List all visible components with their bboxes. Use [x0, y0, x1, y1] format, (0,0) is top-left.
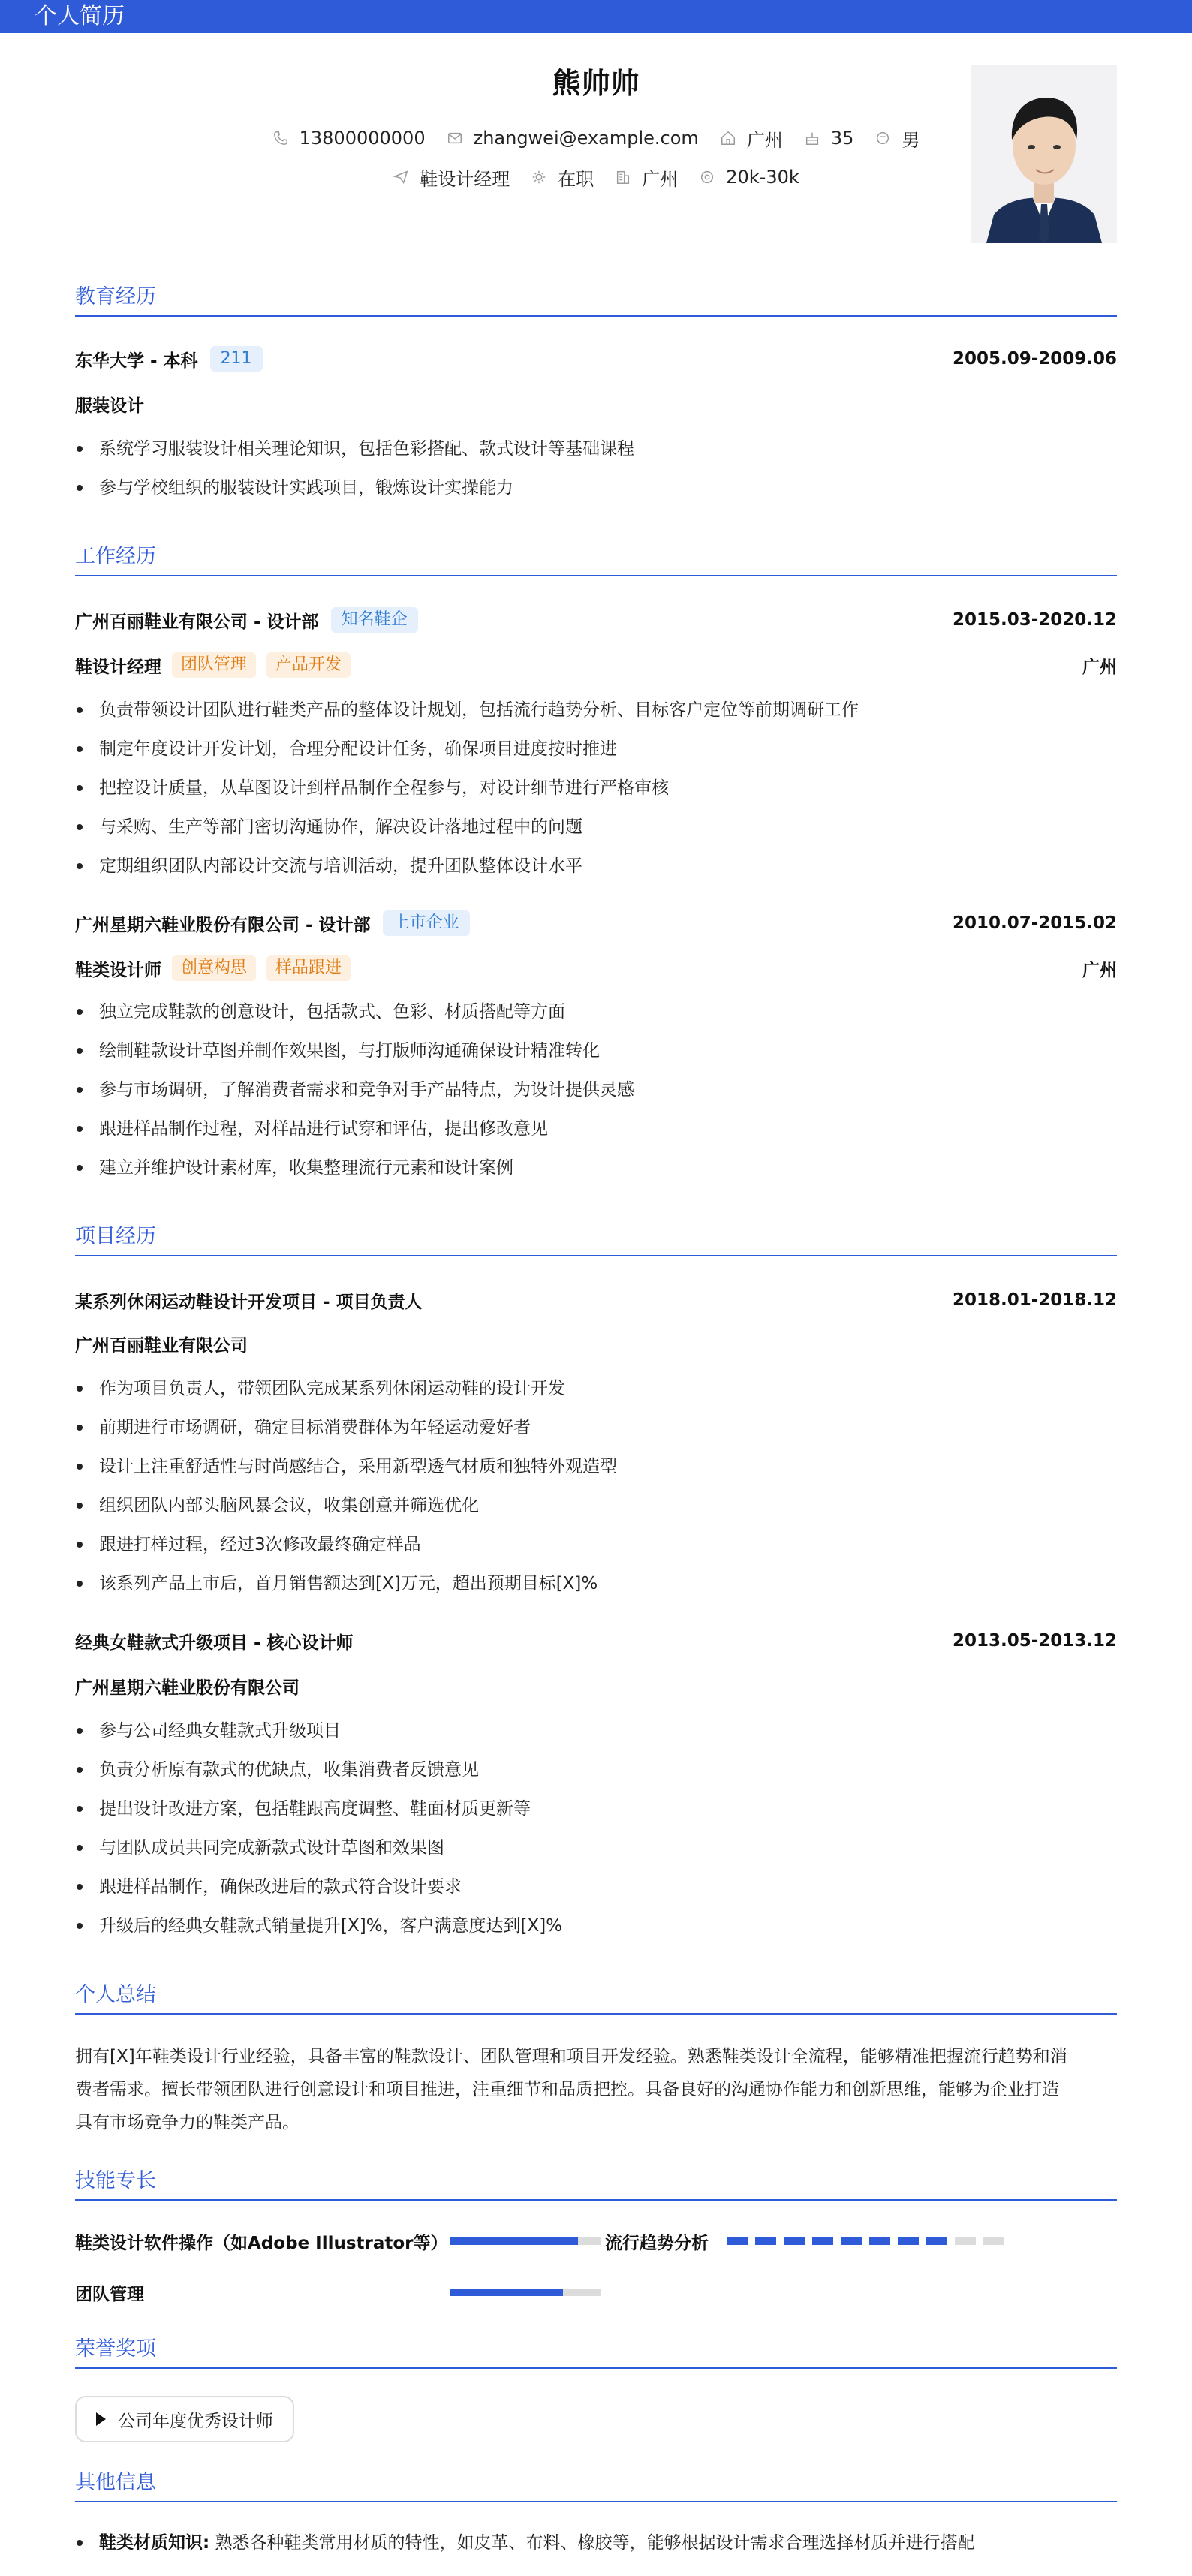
list-item: 前期进行市场调研，确定目标消费群体为年轻运动爱好者 [75, 1408, 1117, 1447]
list-item: 与团队成员共同完成新款式设计草图和效果图 [75, 1828, 1117, 1867]
mail-icon [447, 130, 463, 146]
age-text: 35 [830, 128, 854, 149]
company-tag: 上市企业 [383, 910, 470, 936]
skill-1-segment [983, 2237, 1004, 2245]
list-item: 制定年度设计开发计划，合理分配设计任务，确保项目进度按时推进 [75, 730, 1117, 769]
hometown-text: 广州 [746, 129, 783, 151]
list-item: 参与公司经典女鞋款式升级项目 [75, 1711, 1117, 1750]
award-text: 公司年度优秀设计师 [118, 2411, 273, 2431]
work-0-bullets [75, 691, 1117, 886]
project-0-bullets [75, 1369, 1117, 1603]
role-tag: 团队管理 [172, 652, 256, 678]
skill-1-segment [926, 2237, 947, 2245]
send-icon [393, 169, 409, 185]
phone-item [272, 128, 426, 149]
work-date: 2010.07-2015.02 [952, 913, 1117, 933]
status-text: 在职 [558, 168, 594, 190]
project-company: 广州百丽鞋业有限公司 [75, 1335, 248, 1356]
city-text: 广州 [642, 168, 679, 190]
skill-2-fill [450, 2289, 563, 2296]
page-title: 个人简历 [35, 3, 125, 29]
project-date: 2018.01-2018.12 [952, 1290, 1117, 1310]
list-item: 跟进样品制作过程，对样品进行试穿和评估，提出修改意见 [75, 1109, 1117, 1148]
role-tag: 样品跟进 [266, 955, 351, 981]
education-date: 2005.09-2009.06 [952, 349, 1117, 369]
section-label: 个人总结 [75, 1983, 156, 2006]
project-0-header [75, 1285, 1117, 1315]
section-summary-title [75, 1982, 1117, 2015]
list-item: 把控设计质量，从草图设计到样品制作全程参与，对设计细节进行严格审核 [75, 769, 1117, 808]
education-bullets [75, 429, 1117, 507]
skill-2-bar [450, 2289, 601, 2296]
other-text: 熟悉各种鞋类常用材质的特性，如皮革、布料、橡胶等，能够根据设计需求合理选择材质并进行搭配 [215, 2533, 975, 2553]
award-badge [75, 2396, 294, 2442]
top-banner [0, 0, 1192, 33]
list-item: 该系列产品上市后，首月销售额达到[X]万元，超出预期目标[X]% [75, 1564, 1117, 1603]
salary-item [699, 167, 799, 188]
skill-0-fill [450, 2237, 578, 2245]
skill-1-segment [812, 2237, 833, 2245]
education-header [75, 344, 1117, 374]
work-1-bullets [75, 992, 1117, 1187]
candidate-name: 熊帅帅 [552, 67, 640, 100]
skill-0-label: 鞋类设计软件操作（如Adobe Illustrator等） [75, 2233, 448, 2253]
section-awards-title [75, 2336, 1117, 2369]
cake-icon [804, 130, 820, 146]
skill-1-segment [727, 2237, 748, 2245]
list-item: 系统学习服装设计相关理论知识，包括色彩搭配、款式设计等基础课程 [75, 429, 1117, 468]
role-tag: 创意构思 [172, 955, 256, 981]
summary-paragraph [75, 2040, 1117, 2139]
work-date: 2015.03-2020.12 [952, 610, 1117, 630]
list-item: 负责分析原有款式的优缺点，收集消费者反馈意见 [75, 1750, 1117, 1789]
list-item: 跟进样品制作，确保改进后的款式符合设计要求 [75, 1867, 1117, 1906]
skill-1-bar [727, 2237, 1012, 2245]
skill-0-bar [450, 2237, 601, 2245]
section-label: 工作经历 [75, 545, 156, 568]
list-item: 升级后的经典女鞋款式销量提升[X]%，客户满意度达到[X]% [75, 1906, 1117, 1946]
section-skills-title [75, 2168, 1117, 2201]
role-name: 鞋设计经理 [75, 657, 161, 677]
work-city: 广州 [1082, 960, 1117, 980]
project-company: 广州星期六鞋业股份有限公司 [75, 1678, 300, 1698]
list-item: 设计上注重舒适性与时尚感结合，采用新型透气材质和独特外观造型 [75, 1447, 1117, 1486]
major-name: 服装设计 [75, 396, 144, 416]
hometown-item [720, 125, 783, 152]
list-item: 跟进打样过程，经过3次修改最终确定样品 [75, 1525, 1117, 1564]
school-tag: 211 [210, 346, 263, 372]
list-item: 建立并维护设计素材库，收集整理流行元素和设计案例 [75, 1148, 1117, 1187]
list-item: 组织团队内部头脑风暴会议，收集创意并筛选优化 [75, 1486, 1117, 1525]
school-name: 东华大学 - 本科 [75, 351, 198, 371]
section-label: 项目经历 [75, 1225, 156, 1248]
list-item: 定期组织团队内部设计交流与培训活动，提升团队整体设计水平 [75, 847, 1117, 886]
list-item: 参与学校组织的服装设计实践项目，锻炼设计实操能力 [75, 468, 1117, 507]
project-1-company-row [75, 1671, 1117, 1701]
list-item: 绘制鞋款设计草图并制作效果图，与打版师沟通确保设计精准转化 [75, 1031, 1117, 1070]
section-education-title [75, 284, 1117, 317]
list-item: 负责带领设计团队进行鞋类产品的整体设计规划，包括流行趋势分析、目标客户定位等前期调研工作 [75, 691, 1117, 730]
section-label: 技能专长 [75, 2169, 156, 2192]
section-label: 教育经历 [75, 285, 156, 308]
summary-line: 具有市场竞争力的鞋类产品。 [75, 2113, 300, 2132]
project-1-bullets [75, 1711, 1117, 1946]
list-item: 参与市场调研，了解消费者需求和竞争对手产品特点，为设计提供灵感 [75, 1070, 1117, 1109]
summary-line: 拥有[X]年鞋类设计行业经验，具备丰富的鞋款设计、团队管理和项目开发经验。熟悉鞋类设计全流程，能够精准把握流行趋势和消 [75, 2047, 1067, 2066]
role-tag: 产品开发 [266, 652, 351, 678]
building-icon [615, 169, 631, 185]
city-item [615, 164, 678, 191]
company-name: 广州星期六鞋业股份有限公司 - 设计部 [75, 915, 371, 935]
email-text: zhangwei@example.com [473, 128, 699, 149]
status-item [531, 164, 594, 191]
work-0-header [75, 605, 1117, 635]
section-other-title [75, 2469, 1117, 2502]
skill-1-segment [784, 2237, 805, 2245]
profile-photo [971, 65, 1117, 243]
portrait-image [971, 65, 1117, 243]
list-item: 与采购、生产等部门密切沟通协作，解决设计落地过程中的问题 [75, 808, 1117, 847]
section-label: 其他信息 [75, 2471, 156, 2494]
gender-icon [874, 130, 891, 146]
phone-icon [272, 130, 289, 146]
age-item [804, 128, 854, 149]
skill-1-segment [869, 2237, 890, 2245]
work-city: 广州 [1082, 657, 1117, 677]
work-0-role-row [75, 650, 1117, 680]
salary-text: 20k-30k [726, 167, 799, 188]
salary-icon [699, 169, 715, 185]
work-1-role-row [75, 953, 1117, 983]
summary-line: 费者需求。擅长带领团队进行创意设计和项目推进，注重细节和品质把控。具备良好的沟通协作能力和创新思维，能够为企业打造 [75, 2080, 1059, 2099]
company-tag: 知名鞋企 [331, 607, 418, 633]
list-item: 作为项目负责人，带领团队完成某系列休闲运动鞋的设计开发 [75, 1369, 1117, 1408]
skill-1-segment [755, 2237, 776, 2245]
list-item: 独立完成鞋款的创意设计，包括款式、色彩、材质搭配等方面 [75, 992, 1117, 1031]
gear-icon [531, 169, 547, 185]
role-name: 鞋类设计师 [75, 960, 161, 980]
project-date: 2013.05-2013.12 [952, 1631, 1117, 1651]
project-0-company-row [75, 1329, 1117, 1359]
position-text: 鞋设计经理 [420, 168, 510, 190]
phone-text: 13800000000 [299, 128, 426, 149]
project-1-header [75, 1626, 1117, 1656]
skill-1-label: 流行趋势分析 [605, 2233, 709, 2253]
list-item: 提出设计改进方案，包括鞋跟高度调整、鞋面材质更新等 [75, 1789, 1117, 1828]
triangle-icon [96, 2412, 106, 2426]
major-row [75, 389, 1117, 419]
section-projects-title [75, 1223, 1117, 1256]
section-label: 荣誉奖项 [75, 2337, 156, 2361]
other-label: 鞋类材质知识: [99, 2533, 210, 2553]
gender-item [874, 125, 920, 152]
skill-1-segment [898, 2237, 919, 2245]
work-1-header [75, 908, 1117, 938]
gender-text: 男 [902, 129, 920, 151]
skill-1-segment [841, 2237, 862, 2245]
section-work-title [75, 543, 1117, 576]
other-info-item [75, 2526, 1117, 2559]
company-name: 广州百丽鞋业有限公司 - 设计部 [75, 612, 319, 632]
email-item [447, 128, 699, 149]
position-item [393, 164, 510, 191]
project-title: 某系列休闲运动鞋设计开发项目 - 项目负责人 [75, 1292, 423, 1312]
skill-1-segment [955, 2237, 976, 2245]
project-title: 经典女鞋款式升级项目 - 核心设计师 [75, 1633, 354, 1653]
skill-2-label: 团队管理 [75, 2284, 144, 2304]
home-icon [720, 130, 736, 146]
